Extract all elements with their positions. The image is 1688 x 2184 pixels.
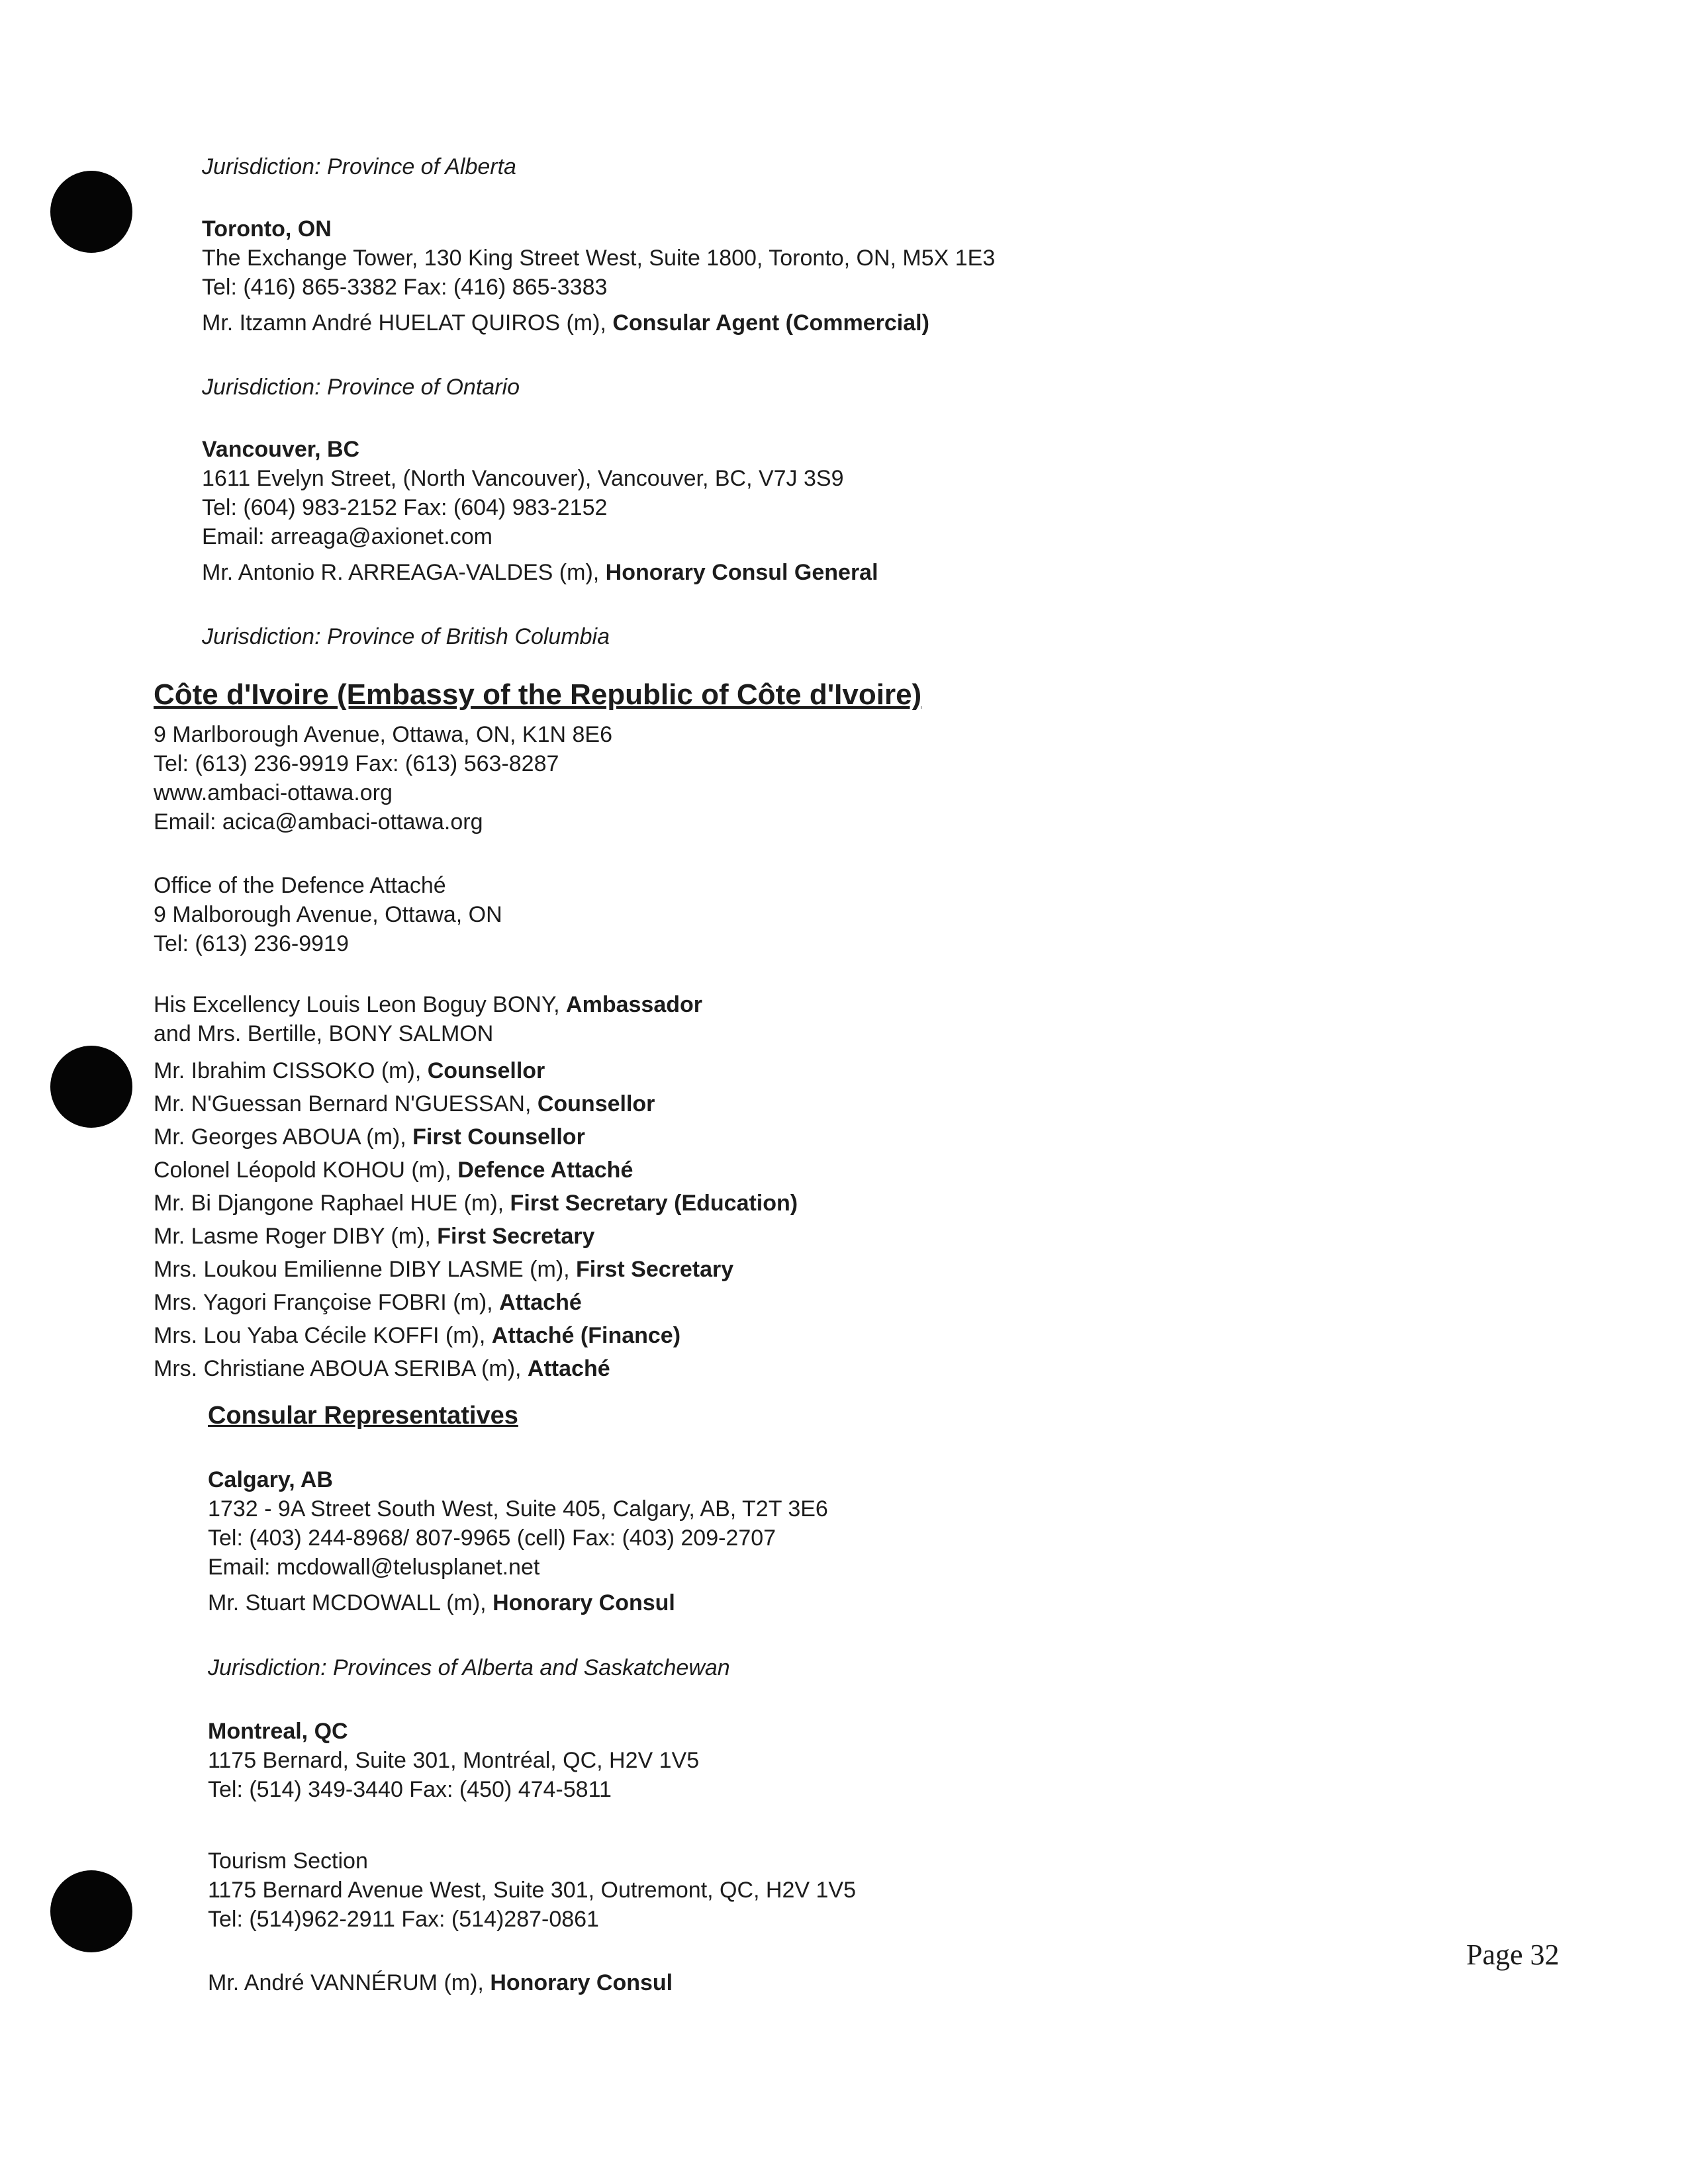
section-heading: Consular Representatives	[208, 1402, 518, 1430]
email: Email: mcdowall@telusplanet.net	[208, 1555, 540, 1580]
staff-title: First Counsellor	[412, 1124, 585, 1150]
staff-title: Attaché (Finance)	[491, 1323, 681, 1348]
phone-fax: Tel: (416) 865-3382 Fax: (416) 865-3383	[202, 275, 608, 300]
section-name: Tourism Section	[208, 1848, 368, 1874]
staff-name: Mrs. Yagori Françoise FOBRI (m),	[154, 1290, 500, 1315]
jurisdiction-text: Jurisdiction: Province of Alberta	[202, 154, 516, 179]
staff-title: Defence Attaché	[457, 1158, 633, 1183]
staff-title: Counsellor	[427, 1058, 545, 1083]
city-name: Calgary, AB	[208, 1467, 333, 1492]
address: 1611 Evelyn Street, (North Vancouver), Vancouver, BC, V7J 3S9	[202, 466, 844, 491]
staff-row	[154, 1352, 798, 1385]
representative	[202, 308, 995, 338]
phone-fax: Tel: (514)962-2911 Fax: (514)287-0861	[208, 1907, 599, 1932]
representative	[208, 1588, 828, 1617]
jurisdiction-text: Jurisdiction: Province of British Columbia	[202, 624, 610, 649]
jurisdiction-text: Jurisdiction: Provinces of Alberta and Saskatchewan	[208, 1655, 730, 1680]
country-heading: Côte d'Ivoire (Embassy of the Republic of Côte d'Ivoire)	[154, 678, 922, 711]
representative-name: Mr. Antonio R. ARREAGA-VALDES (m),	[202, 560, 606, 585]
address: 9 Marlborough Avenue, Ottawa, ON, K1N 8E6	[154, 722, 612, 747]
staff-name: Mrs. Christiane ABOUA SERIBA (m),	[154, 1356, 528, 1381]
montreal-representative-block	[208, 1968, 673, 1997]
website: www.ambaci-ottawa.org	[154, 780, 393, 805]
staff-row	[154, 1120, 798, 1154]
staff-row	[154, 1253, 798, 1286]
staff-row	[154, 1154, 798, 1187]
staff-name: Mrs. Lou Yaba Cécile KOFFI (m),	[154, 1323, 492, 1348]
address: The Exchange Tower, 130 King Street West, Suite 1800, Toronto, ON, M5X 1E3	[202, 246, 996, 271]
consular-heading-block	[208, 1399, 518, 1432]
representative-name: Mr. André VANNÉRUM (m),	[208, 1970, 491, 1995]
staff-list	[154, 1054, 798, 1385]
representative	[208, 1968, 673, 1997]
staff-name: Mr. Georges ABOUA (m),	[154, 1124, 413, 1150]
alberta-sask-jurisdiction-block	[208, 1653, 730, 1682]
representative-title: Honorary Consul General	[605, 560, 878, 585]
staff-row	[154, 1220, 798, 1253]
phone-fax: Tel: (604) 983-2152 Fax: (604) 983-2152	[202, 495, 608, 520]
representative-name: Mr. Stuart MCDOWALL (m),	[208, 1590, 493, 1615]
page-number: Page 32	[1466, 1938, 1560, 1971]
phone-fax: Tel: (403) 244-8968/ 807-9965 (cell) Fax: (403) 209-2707	[208, 1525, 776, 1551]
defence-attache-office	[154, 871, 502, 958]
montreal-consulate	[208, 1717, 699, 1804]
city-name: Toronto, ON	[202, 216, 332, 242]
staff-title: Attaché	[527, 1356, 610, 1381]
staff-name: Mr. Bi Djangone Raphael HUE (m),	[154, 1191, 510, 1216]
staff-name: Mr. N'Guessan Bernard N'GUESSAN,	[154, 1091, 538, 1116]
punch-hole	[50, 1046, 132, 1128]
embassy-heading-block	[154, 676, 921, 713]
jurisdiction-text: Jurisdiction: Province of Ontario	[202, 375, 520, 400]
vancouver-consulate	[202, 435, 878, 587]
tourism-section	[208, 1846, 856, 1934]
punch-hole	[50, 171, 132, 253]
bc-jurisdiction-block	[202, 622, 610, 651]
staff-title: First Secretary	[437, 1224, 595, 1249]
office-name: Office of the Defence Attaché	[154, 873, 446, 898]
phone: Tel: (613) 236-9919	[154, 931, 349, 956]
ontario-jurisdiction-block	[202, 373, 520, 402]
address: 9 Malborough Avenue, Ottawa, ON	[154, 902, 502, 927]
staff-title: First Secretary (Education)	[510, 1191, 798, 1216]
address: 1175 Bernard, Suite 301, Montréal, QC, H2V 1V5	[208, 1748, 700, 1773]
address: 1732 - 9A Street South West, Suite 405, Calgary, AB, T2T 3E6	[208, 1496, 828, 1522]
address: 1175 Bernard Avenue West, Suite 301, Outremont, QC, H2V 1V5	[208, 1878, 857, 1903]
representative-title: Consular Agent (Commercial)	[612, 310, 929, 336]
staff-row	[154, 1087, 798, 1120]
staff-name: Mr. Lasme Roger DIBY (m),	[154, 1224, 438, 1249]
alberta-jurisdiction-block	[202, 152, 516, 181]
embassy-staff	[154, 990, 798, 1385]
staff-title: First Secretary	[576, 1257, 734, 1282]
embassy-contact	[154, 720, 612, 837]
representative-title: Honorary Consul	[492, 1590, 675, 1615]
ambassador-title: Ambassador	[566, 992, 703, 1017]
city-name: Vancouver, BC	[202, 437, 360, 462]
staff-row	[154, 1319, 798, 1352]
staff-name: Colonel Léopold KOHOU (m),	[154, 1158, 458, 1183]
calgary-consulate	[208, 1465, 828, 1617]
ambassador-spouse: and Mrs. Bertille, BONY SALMON	[154, 1021, 494, 1046]
staff-row	[154, 1286, 798, 1319]
ambassador-name: His Excellency Louis Leon Boguy BONY,	[154, 992, 567, 1017]
city-name: Montreal, QC	[208, 1719, 348, 1744]
staff-name: Mrs. Loukou Emilienne DIBY LASME (m),	[154, 1257, 577, 1282]
toronto-consulate	[202, 214, 995, 338]
staff-row	[154, 1054, 798, 1087]
punch-hole	[50, 1870, 132, 1952]
staff-title: Attaché	[499, 1290, 582, 1315]
phone-fax: Tel: (613) 236-9919 Fax: (613) 563-8287	[154, 751, 559, 776]
email: Email: arreaga@axionet.com	[202, 524, 492, 549]
representative-title: Honorary Consul	[490, 1970, 673, 1995]
ambassador	[154, 990, 798, 1019]
staff-name: Mr. Ibrahim CISSOKO (m),	[154, 1058, 428, 1083]
phone-fax: Tel: (514) 349-3440 Fax: (450) 474-5811	[208, 1777, 612, 1802]
staff-row	[154, 1187, 798, 1220]
staff-title: Counsellor	[537, 1091, 655, 1116]
representative-name: Mr. Itzamn André HUELAT QUIROS (m),	[202, 310, 613, 336]
email: Email: acica@ambaci-ottawa.org	[154, 809, 483, 835]
representative	[202, 558, 878, 587]
